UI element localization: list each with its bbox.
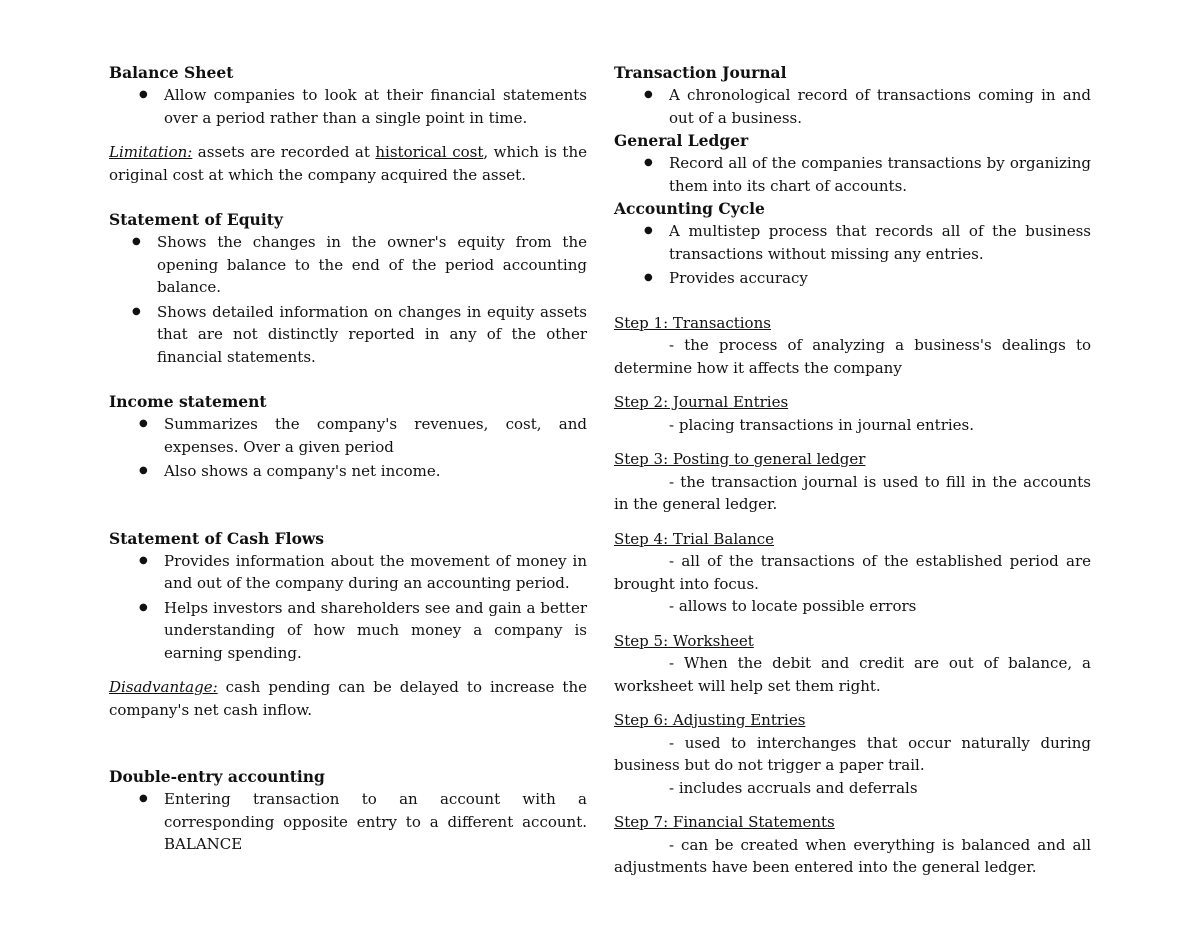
bullet-item: ● Allow companies to look at their financial statements over a period rather than a single point in time. xyxy=(109,84,587,129)
step-title: Step 4: Trial Balance xyxy=(614,529,775,548)
step-line: - all of the transactions of the established period are brought into focus. xyxy=(614,552,1091,593)
step-line: - placing transactions in journal entries. xyxy=(669,415,975,434)
bullet-item: ● Helps investors and shareholders see and gain a better understanding of how much money a company is earning spending. xyxy=(109,597,587,665)
section-heading: Balance Sheet xyxy=(109,63,234,82)
double-entry-section xyxy=(109,765,587,856)
limitation-note xyxy=(109,141,587,186)
section-heading: Double-entry accounting xyxy=(109,767,325,786)
bullet-list xyxy=(109,84,587,129)
transaction-journal-section xyxy=(614,61,1091,129)
step-title: Step 3: Posting to general ledger xyxy=(614,450,866,468)
step xyxy=(614,630,1091,698)
step xyxy=(614,312,1091,380)
bullet-list xyxy=(614,220,1091,290)
section-heading: Accounting Cycle xyxy=(614,199,765,218)
statement-of-equity-section xyxy=(109,208,587,368)
limitation-text: assets are recorded at xyxy=(192,143,376,161)
left-column xyxy=(109,61,587,856)
bullet-item: ● Summarizes the company's revenues, cost, and expenses. Over a given period xyxy=(109,413,587,458)
step xyxy=(614,448,1091,516)
step-line: - includes accruals and deferrals xyxy=(669,778,918,797)
disadvantage-label: Disadvantage: xyxy=(109,678,218,696)
bullet-item: ● Shows the changes in the owner's equity from the opening balance to the end of the period accounting balance. xyxy=(109,231,587,299)
bullet-item: ● A chronological record of transactions coming in and out of a business. xyxy=(614,84,1091,129)
income-statement-section xyxy=(109,390,587,483)
step xyxy=(614,811,1091,879)
historical-cost-term: historical cost xyxy=(375,143,484,161)
step-title: Step 6: Adjusting Entries xyxy=(614,711,806,729)
cash-flows-section xyxy=(109,527,587,722)
step xyxy=(614,528,1091,618)
step-line: - the process of analyzing a business's dealings to determine how it affects the company xyxy=(614,336,1091,377)
steps-list xyxy=(614,312,1091,879)
step-line: - used to interchanges that occur naturally during business but do not trigger a paper trail. xyxy=(614,733,1091,774)
bullet-item: ● A multistep process that records all of the business transactions without missing any entries. xyxy=(614,220,1091,265)
step-title: Step 2: Journal Entries xyxy=(614,393,789,411)
accounting-cycle-section xyxy=(614,197,1091,290)
section-heading: Statement of Cash Flows xyxy=(109,528,324,548)
step-title: Step 1: Transactions xyxy=(614,313,771,332)
step-title: Step 7: Financial Statements xyxy=(614,813,835,831)
step-line: - can be created when everything is balanced and all adjustments have been entered into the general ledger. xyxy=(614,835,1091,876)
right-column xyxy=(614,61,1091,879)
step-line: - When the debit and credit are out of balance, a worksheet will help set them right. xyxy=(614,654,1091,695)
bullet-item: ● Entering transaction to an account with a corresponding opposite entry to a different account. BALANCE xyxy=(109,788,587,856)
step-title: Step 5: Worksheet xyxy=(614,631,754,650)
step-line: - the transaction journal is used to fill in the accounts in the general ledger. xyxy=(614,472,1091,513)
limitation-label: Limitation: xyxy=(109,143,193,161)
disadvantage-text: cash pending can be delayed to increase the company's net cash inflow. xyxy=(109,678,587,719)
section-heading: Statement of Equity xyxy=(109,210,283,229)
bullet-list xyxy=(614,84,1091,129)
bullet-item: ● Provides accuracy xyxy=(614,267,1091,290)
limitation-text-end: , which is the original cost at which the company acquired the asset. xyxy=(109,143,587,184)
balance-sheet-section xyxy=(109,61,587,186)
step xyxy=(614,709,1091,799)
general-ledger-section xyxy=(614,129,1091,197)
bullet-item: ● Provides information about the movement of money in and out of the company during an accounting period. xyxy=(109,550,587,595)
step-line: - allows to locate possible errors xyxy=(669,597,917,615)
disadvantage-note xyxy=(109,676,587,721)
section-heading: Transaction Journal xyxy=(614,63,787,82)
section-heading: Income statement xyxy=(109,392,267,411)
step xyxy=(614,391,1091,436)
section-heading: General Ledger xyxy=(614,131,749,150)
bullet-item: ● Also shows a company's net income. xyxy=(109,460,587,483)
bullet-list xyxy=(614,152,1091,197)
bullet-list xyxy=(109,231,587,368)
bullet-list xyxy=(109,550,587,665)
bullet-list xyxy=(109,788,587,856)
bullet-item: ● Record all of the companies transactions by organizing them into its chart of accounts. xyxy=(614,152,1091,197)
bullet-list xyxy=(109,413,587,483)
bullet-item: ● Shows detailed information on changes in equity assets that are not distinctly reported in any of the other financial statements. xyxy=(109,301,587,369)
